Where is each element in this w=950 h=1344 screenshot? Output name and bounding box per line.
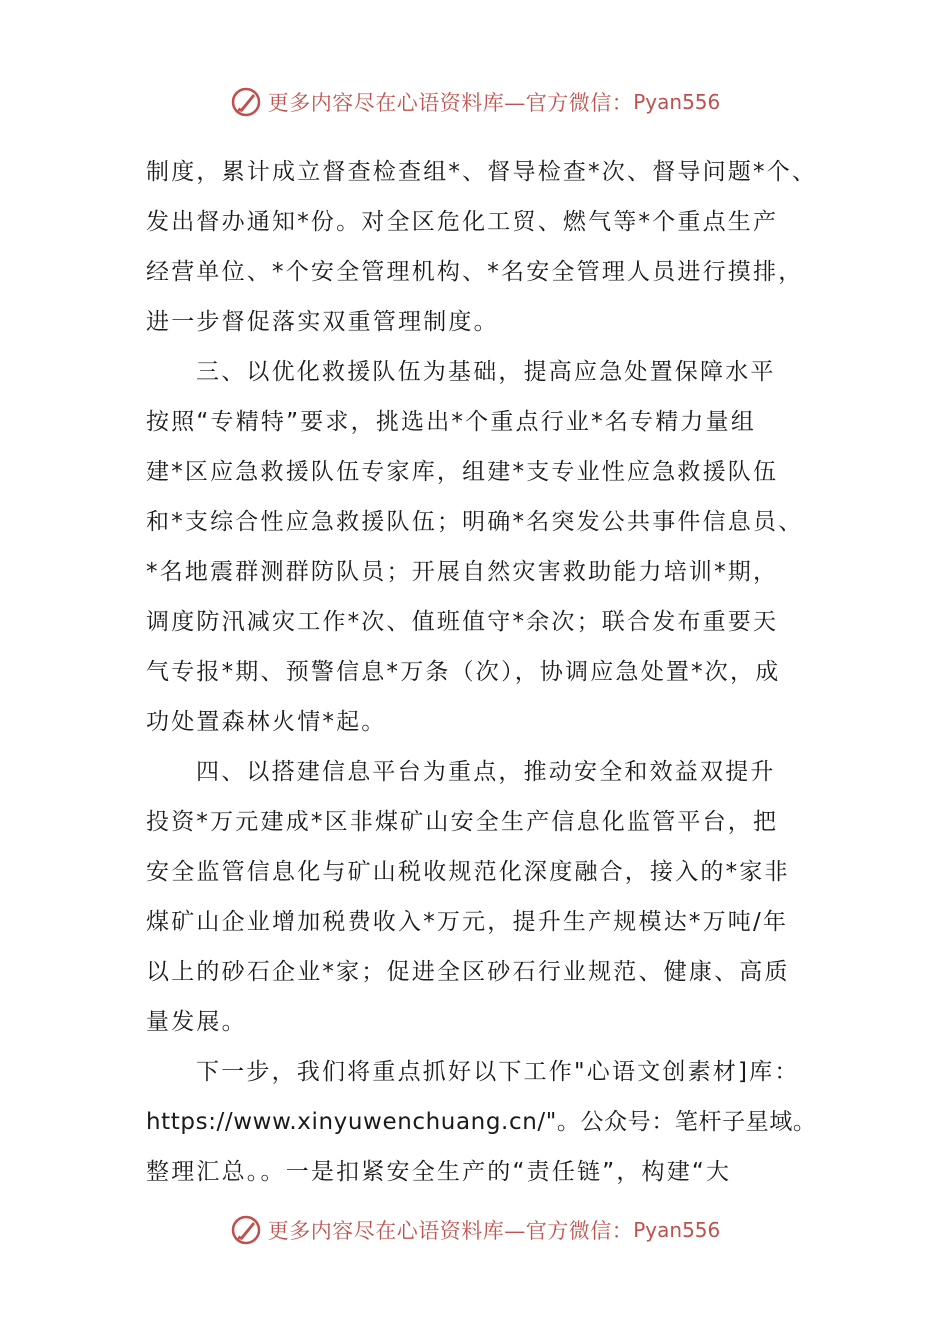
watermark-wechat-id: Pyan556 (633, 90, 721, 114)
text-line: 量发展。 (146, 1009, 247, 1035)
text-line: 功处置森林火情*起。 (146, 709, 387, 735)
text-line: 和*支综合性应急救援队伍；明确*名突发公共事件信息员、 (146, 509, 804, 535)
text-line: 投资*万元建成*区非煤矿山安全生产信息化监管平台，把 (146, 809, 779, 835)
text-line: 建*区应急救援队伍专家库，组建*支专业性应急救援队伍 (146, 459, 779, 485)
text-line: 以上的砂石企业*家；促进全区砂石行业规范、健康、高质 (146, 959, 790, 985)
text-line: 调度防汛减灾工作*次、值班值守*余次；联合发布重要天 (146, 609, 779, 635)
text-line: *名地震群测群防队员；开展自然灾害救助能力培训*期， (146, 559, 779, 585)
text-line: https://www.xinyuwenchuang.cn/"。公众号：笔杆子星域。 (146, 1109, 817, 1135)
text-line: 安全监管信息化与矿山税收规范化深度融合，接入的*家非 (146, 859, 790, 885)
text-line: 煤矿山企业增加税费收入*万元，提升生产规模达*万吨/年 (146, 909, 789, 935)
quill-logo-icon (230, 1214, 262, 1246)
text-line: 整理汇总。。一是扣紧安全生产的“责任链”，构建“大 (146, 1159, 732, 1185)
text-line: 下一步，我们将重点抓好以下工作"心语文创素材]库： (196, 1059, 800, 1085)
watermark-header (0, 82, 950, 122)
watermark-text: 更多内容尽在心语资料库—官方微信： (267, 1219, 634, 1243)
document-body (146, 147, 818, 1197)
quill-logo-icon (230, 86, 262, 118)
section-heading: 四、以搭建信息平台为重点，推动安全和效益双提升 (196, 759, 776, 785)
watermark-text: 更多内容尽在心语资料库—官方微信： (267, 91, 634, 115)
watermark-footer (0, 1210, 950, 1250)
watermark-wechat-id: Pyan556 (633, 1218, 721, 1242)
text-line: 进一步督促落实双重管理制度。 (146, 309, 499, 335)
text-line: 制度，累计成立督查检查组*、督导检查*次、督导问题*个、 (146, 159, 818, 185)
text-line: 发出督办通知*份。对全区危化工贸、燃气等*个重点生产 (146, 209, 779, 235)
text-line: 按照“专精特”要求，挑选出*个重点行业*名专精力量组 (146, 409, 757, 435)
section-heading: 三、以优化救援队伍为基础，提高应急处置保障水平 (196, 359, 776, 385)
text-line: 经营单位、*个安全管理机构、*名安全管理人员进行摸排， (146, 259, 804, 285)
text-line: 气专报*期、预警信息*万条（次），协调应急处置*次，成 (146, 659, 781, 685)
